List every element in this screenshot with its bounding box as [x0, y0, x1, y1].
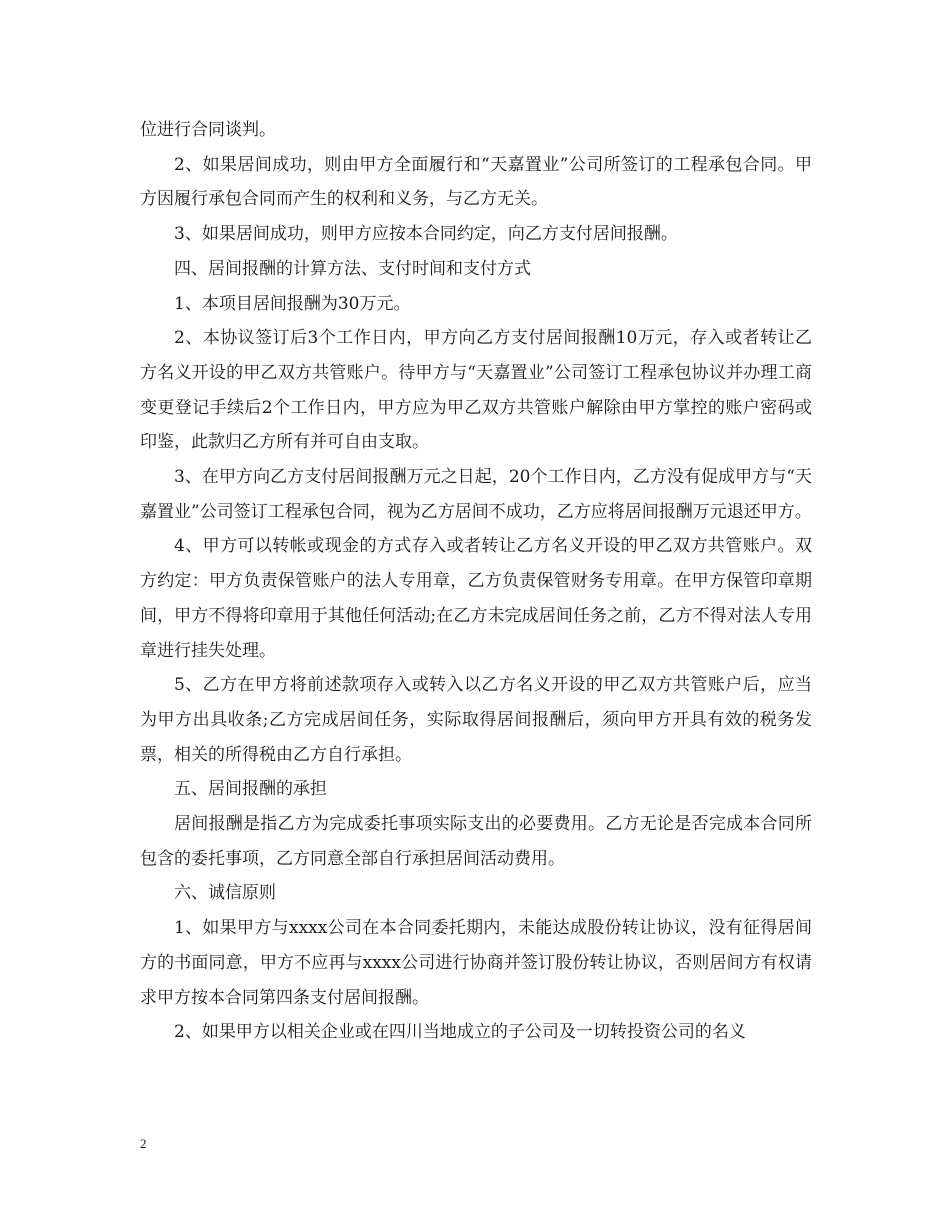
paragraph-0: 位进行合同谈判。 — [140, 120, 276, 140]
section-heading-5: 五、居间报酬的承担 — [174, 779, 327, 800]
page-number: 2 — [140, 1136, 147, 1151]
document-body — [140, 113, 812, 1050]
paragraph-12: 1、如果甲方与xxxx公司在本合同委托期内，未能达成股份转让协议，没有征得居间方的书面同意，甲方不应再与xxxx公司进行协商并签订股份转让协议，否则居间方有权请求甲方按本合同第四条支付居间报酬。 — [140, 918, 812, 1008]
paragraph-6: 3、在甲方向乙方支付居间报酬万元之日起，20个工作日内，乙方没有促成甲方与“天嘉置业”公司签订工程承包合同，视为乙方居间不成功，乙方应将居间报酬万元退还甲方。 — [140, 467, 812, 522]
paragraph-4: 1、本项目居间报酬为30万元。 — [174, 293, 411, 314]
paragraph-1: 2、如果居间成功，则由甲方全面履行和“天嘉置业”公司所签订的工程承包合同。甲方因履行承包合同而产生的权利和义务，与乙方无关。 — [140, 154, 812, 210]
paragraph-2: 3、如果居间成功，则甲方应按本合同约定，向乙方支付居间报酬。 — [174, 224, 678, 245]
paragraph-7: 4、甲方可以转帐或现金的方式存入或者转让乙方名义开设的甲乙双方共管账户。双方约定：甲方负责保管账户的法人专用章，乙方负责保管财务专用章。在甲方保管印章期间，甲方不得将印章用于其他任何活动;在乙方未完成居间任务之前，乙方不得对法人专用章进行挂失处理。 — [140, 536, 812, 661]
section-heading-4: 四、居间报酬的计算方法、支付时间和支付方式 — [174, 258, 531, 279]
paragraph-13: 2、如果甲方以相关企业或在四川当地成立的子公司及一切转投资公司的名义 — [174, 1022, 746, 1043]
paragraph-8: 5、乙方在甲方将前述款项存入或转入以乙方名义开设的甲乙双方共管账户后，应当为甲方出具收条;乙方完成居间任务，实际取得居间报酬后，须向甲方开具有效的税务发票，相关的所得税由乙方自行承担。 — [140, 675, 812, 765]
paragraph-10: 居间报酬是指乙方为完成委托事项实际支出的必要费用。乙方无论是否完成本合同所包含的委托事项，乙方同意全部自行承担居间活动费用。 — [140, 814, 812, 869]
section-heading-6: 六、诚信原则 — [174, 883, 276, 904]
paragraph-5: 2、本协议签订后3个工作日内，甲方向乙方支付居间报酬10万元，存入或者转让乙方名义开设的甲乙双方共管账户。待甲方与“天嘉置业”公司签订工程承包协议并办理工商变更登记手续后2个工作日内，甲方应为甲乙双方共管账户解除由甲方掌控的账户密码或印鉴，此款归乙方所有并可自由支取。 — [140, 328, 812, 453]
